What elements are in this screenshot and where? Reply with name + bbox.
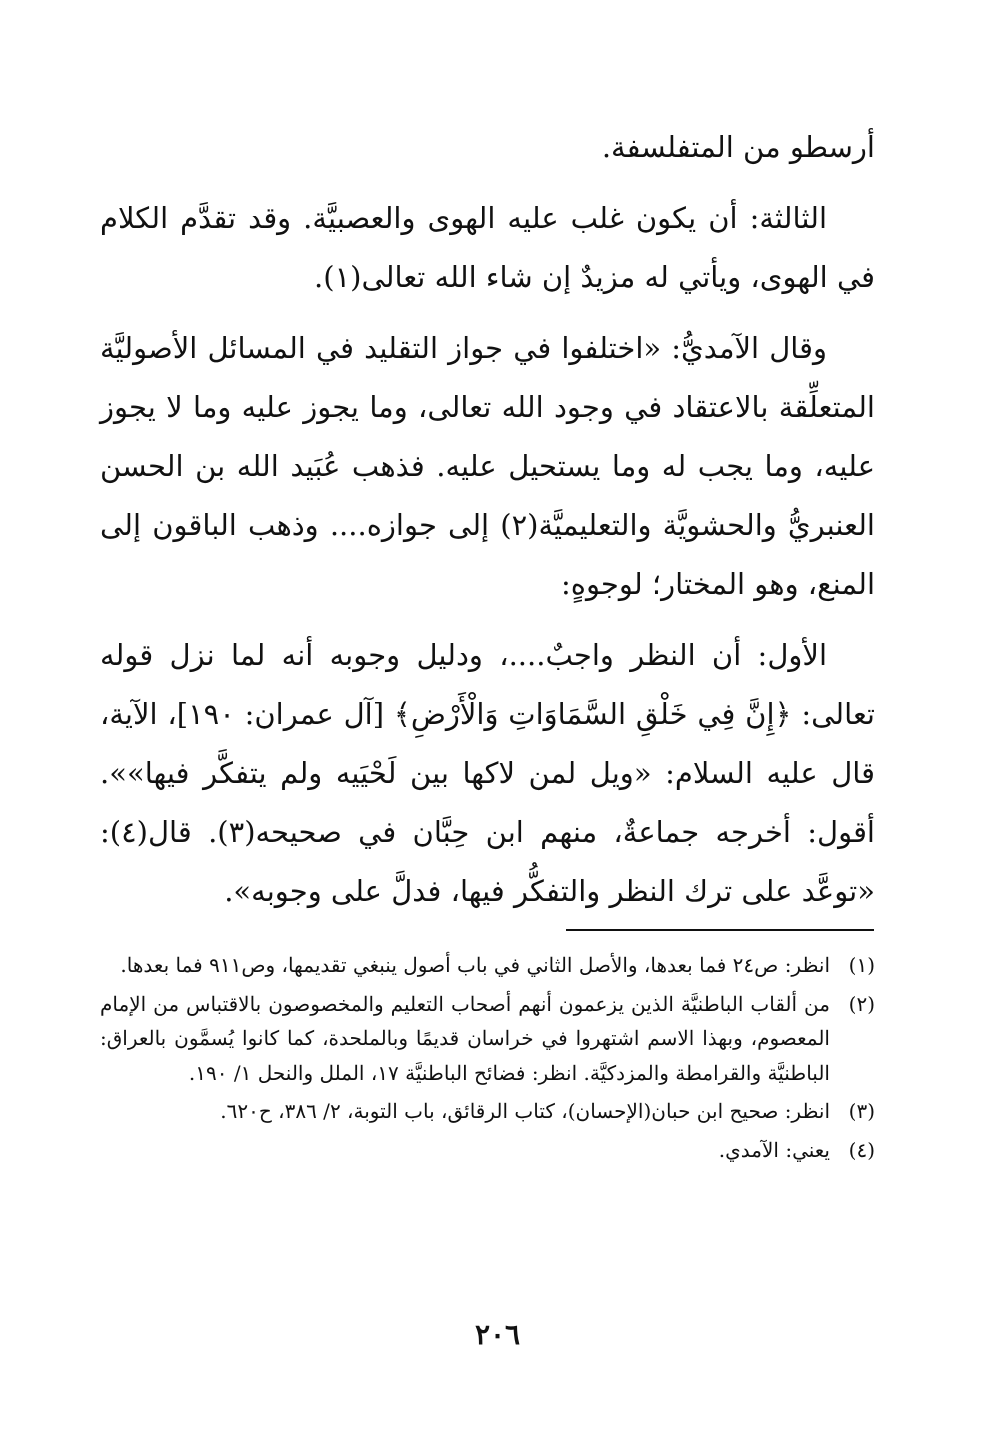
- paragraph-4: الأول: أن النظر واجبٌ....، ودليل وجوبه أنه لما نزل قوله تعالى: ﴿إِنَّ فِي خَلْقِ السَّمَاوَاتِ وَالْأَرْضِ﴾ [آل عمران: ١٩٠]، الآية، قال عليه السلام: «ويل لمن لاكها بين لَحْيَيه ولم يتفكَّر فيها»». أقول: أخرجه جماعةٌ، منهم ابن حِبَّان في صحيحه(٣). قال(٤): «توعَّد على ترك النظر والتفكُّر فيها، فدلَّ على وجوبه».: [100, 638, 875, 908]
- main-text: [100, 118, 875, 933]
- footnote-text: يعني: الآمدي.: [718, 1137, 830, 1162]
- footnote-3: [100, 1094, 875, 1129]
- paragraph-1: أرسطو من المتفلسفة.: [601, 130, 875, 164]
- footnote-text: انظر: ص٢٤ فما بعدها، والأصل الثاني في باب أصول ينبغي تقديمها، وص٩١١ فما بعدها.: [120, 953, 830, 977]
- paragraph-2: الثالثة: أن يكون غلب عليه الهوى والعصبيَّة. وقد تقدَّم الكلام في الهوى، ويأتي له مزيدٌ إن شاء الله تعالى(١).: [100, 201, 875, 294]
- page-number: ٢٠٦: [474, 1318, 521, 1351]
- footnote-text: من ألقاب الباطنيَّة الذين يزعمون أنهم أصحاب التعليم والمخصوصون بالاقتباس من الإمام المعصوم، وبهذا الاسم اشتهروا في خراسان قديمًا وبالملحدة، كما كانوا يُسمَّون بالعراق: الباطنيَّة والقرامطة والمزدكيَّة. انظر: فضائح الباطنيَّة ١٧، الملل والنحل ١/ ١٩٠.: [100, 991, 830, 1085]
- footnotes: [100, 948, 875, 1171]
- footnote-divider: [566, 929, 874, 931]
- footnote-2: [100, 987, 875, 1091]
- footnote-4: [100, 1133, 875, 1168]
- footnote-number: (٣): [848, 1099, 875, 1123]
- footnote-number: (١): [848, 953, 875, 977]
- footnote-number: (٤): [848, 1137, 875, 1162]
- footnote-1: [100, 948, 875, 983]
- footnote-number: (٢): [848, 991, 875, 1016]
- footnote-text: انظر: صحيح ابن حبان(الإحسان)، كتاب الرقائق، باب التوبة، ٢/ ٣٨٦، ح٦٢٠.: [220, 1099, 830, 1123]
- paragraph-3: وقال الآمديُّ: «اختلفوا في جواز التقليد في المسائل الأصوليَّة المتعلِّقة بالاعتقاد في وجود الله تعالى، وما يجوز عليه وما لا يجوز عليه، وما يجب له وما يستحيل عليه. فذهب عُبَيد الله بن الحسن العنبريُّ والحشويَّة والتعليميَّة(٢) إلى جوازه.... وذهب الباقون إلى المنع، وهو المختار؛ لوجوهٍ:: [100, 331, 875, 601]
